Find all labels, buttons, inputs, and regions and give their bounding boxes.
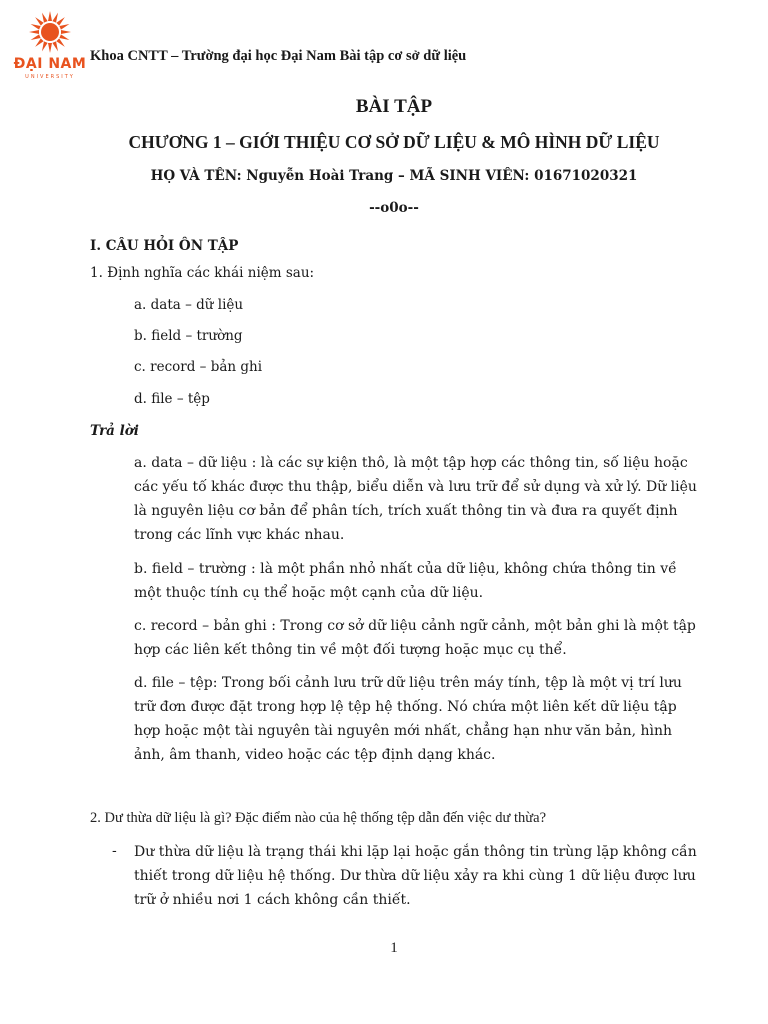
logo-brand-text: ĐẠI NAM	[13, 56, 87, 72]
list-item: b. field – trường	[134, 328, 243, 344]
separator-text: --o0o--	[369, 200, 419, 216]
list-item: d. file – tệp	[134, 391, 210, 407]
answer-label: Trả lời	[90, 423, 139, 439]
answer-paragraph: c. record – bản ghi : Trong cơ sở dữ liệu cảnh ngữ cảnh, một bản ghi là một tập hợp các liên kết thông tin về một đối tượng hoặc mục cụ thể.	[134, 618, 696, 658]
university-logo	[8, 10, 92, 80]
student-info: HỌ VÀ TÊN: Nguyễn Hoài Trang – MÃ SINH VIÊN: 01671020321	[150, 168, 638, 184]
question-1: 1. Định nghĩa các khái niệm sau:	[90, 265, 315, 281]
bullet-dash: -	[112, 843, 117, 859]
question-2: 2. Dư thừa dữ liệu là gì? Đặc điểm nào của hệ thống tệp dẫn đến việc dư thừa?	[90, 810, 547, 826]
answer-paragraph: d. file – tệp: Trong bối cảnh lưu trữ dữ liệu trên máy tính, tệp là một vị trí lưu trữ đơn được đặt trong hợp lệ tệp hệ thống. Nó chứa một liên kết dữ liệu tập hợp hoặc một tài nguyên tài nguyên mới nhất, chẳng hạn như văn bản, hình ảnh, âm thanh, video hoặc các tệp định dạng khác.	[134, 675, 682, 763]
chapter-title: CHƯƠNG 1 – GIỚI THIỆU CƠ SỞ DỮ LIỆU & MÔ HÌNH DỮ LIỆU	[128, 132, 660, 152]
list-item: c. record – bản ghi	[134, 359, 263, 375]
list-item: a. data – dữ liệu	[134, 297, 244, 313]
section-heading: I. CÂU HỎI ÔN TẬP	[90, 238, 239, 254]
answer-2-paragraph: Dư thừa dữ liệu là trạng thái khi lặp lại hoặc gắn thông tin trùng lặp không cần thiết trong dữ liệu hệ thống. Dư thừa dữ liệu xảy ra khi cùng 1 dữ liệu được lưu trữ ở nhiều nơi 1 cách không cần thiết.	[134, 844, 697, 908]
page-header-text: Khoa CNTT – Trường đại học Đại Nam Bài tập cơ sở dữ liệu	[90, 48, 467, 64]
answer-paragraph: a. data – dữ liệu : là các sự kiện thô, là một tập hợp các thông tin, số liệu hoặc các yếu tố khác được thu thập, biểu diễn và lưu trữ để sử dụng và xử lý. Dữ liệu là nguyên liệu cơ bản để phân tích, trích xuất thông tin và đưa ra quyết định trong các lĩnh vực khác nhau.	[134, 455, 697, 543]
logo-subtitle-text: UNIVERSITY	[25, 74, 75, 80]
answer-paragraph: b. field – trường : là một phần nhỏ nhất của dữ liệu, không chứa thông tin về một thuộc tính cụ thể hoặc một cạnh của dữ liệu.	[134, 561, 677, 601]
page-number: 1	[390, 940, 398, 956]
sun-logo-icon	[8, 10, 92, 60]
document-title: BÀI TẬP	[355, 96, 433, 117]
